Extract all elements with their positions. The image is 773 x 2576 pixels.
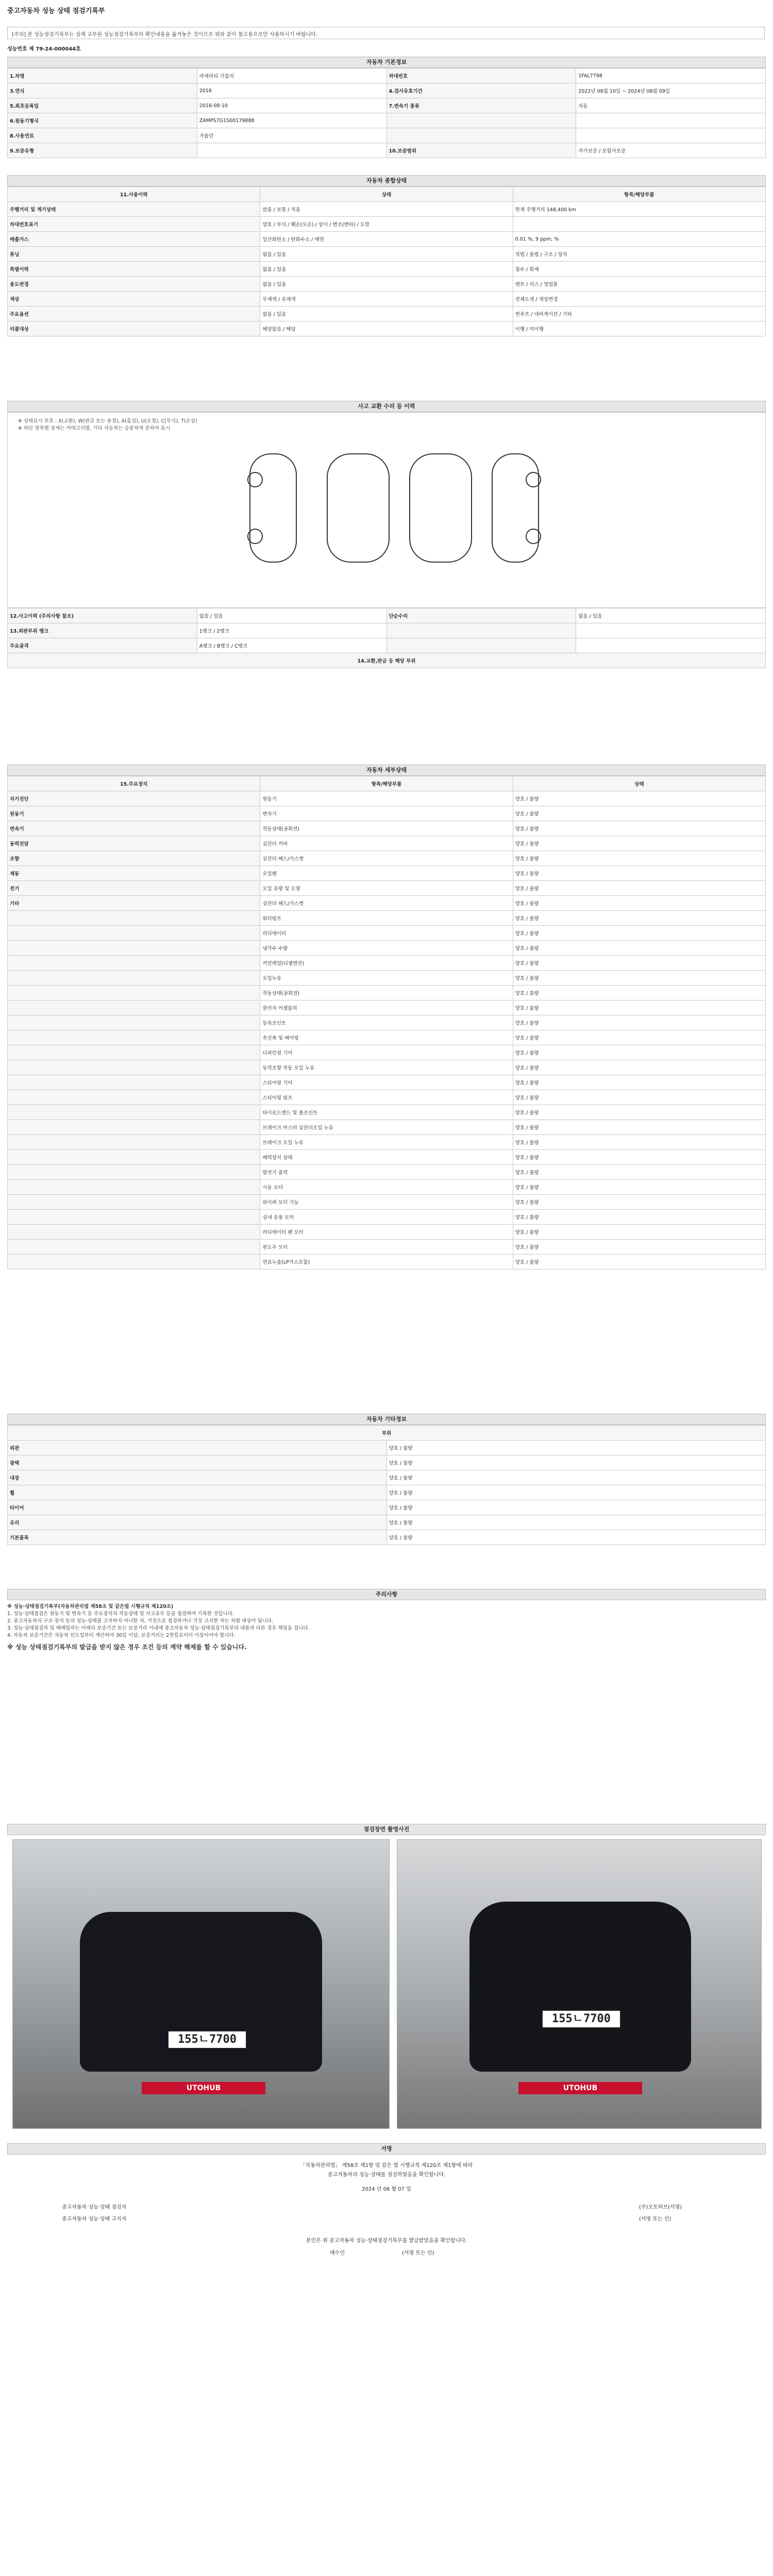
header-cell: 부위 bbox=[8, 1426, 766, 1440]
item-cell: 냉각수 수량 bbox=[260, 941, 513, 956]
group-cell bbox=[8, 1060, 260, 1075]
table-row bbox=[8, 623, 766, 638]
group-cell bbox=[8, 1015, 260, 1030]
table-row bbox=[8, 1500, 766, 1515]
table-row bbox=[8, 1485, 766, 1500]
table-row bbox=[8, 113, 766, 128]
table-row bbox=[8, 1515, 766, 1530]
label-cell: 배출가스 bbox=[8, 232, 260, 247]
label-cell: 6.원동기형식 bbox=[8, 113, 197, 128]
label-cell: 타이어 bbox=[8, 1500, 387, 1515]
value-cell: 없음 / 있음 bbox=[260, 277, 513, 292]
value-cell: ZAMPS7G1S00179888 bbox=[197, 113, 386, 128]
status-cell: 양호 / 불량 bbox=[513, 941, 765, 956]
item-cell: 타이로드엔드 및 볼조인트 bbox=[260, 1105, 513, 1120]
table-row bbox=[8, 911, 766, 926]
table-row bbox=[8, 638, 766, 653]
label-cell: 8.사용연료 bbox=[8, 128, 197, 143]
value-cell: 없음 / 있음 bbox=[576, 608, 766, 623]
group-cell: 동력전달 bbox=[8, 836, 260, 851]
label-cell: 기본품목 bbox=[8, 1530, 387, 1545]
status-cell: 양호 / 불량 bbox=[513, 1225, 765, 1240]
label-cell: 12.사고이력 (주의사항 참조) bbox=[8, 608, 197, 623]
label-cell bbox=[386, 113, 576, 128]
label-cell bbox=[386, 638, 576, 653]
brand-sign-front: UTOHUB bbox=[142, 2082, 265, 2094]
item-cell: 오일 유량 및 오염 bbox=[260, 881, 513, 896]
notice-text bbox=[7, 1603, 766, 1651]
table-row bbox=[8, 307, 766, 321]
table-row bbox=[8, 1455, 766, 1470]
table-row bbox=[8, 896, 766, 911]
group-cell bbox=[8, 1001, 260, 1015]
status-cell: 양호 / 불량 bbox=[513, 956, 765, 971]
car-top-rear bbox=[410, 454, 472, 562]
value-cell bbox=[576, 113, 766, 128]
value-cell: 무채색 / 유채색 bbox=[260, 292, 513, 307]
buyer-sign: (서명 또는 인) bbox=[402, 2250, 434, 2256]
item-cell: 작동상태(공회전) bbox=[260, 821, 513, 836]
table-row bbox=[8, 971, 766, 986]
label-cell: 차대번호표기 bbox=[8, 217, 260, 232]
value-cell: 1랭크 / 2랭크 bbox=[197, 623, 386, 638]
notice-banner: [주의] 본 성능점검기록부는 실제 교부된 성능점검기록부의 확인내용을 옮겨놓은 것이므로 위와 같이 참고용으로만 사용하시기 바랍니다. bbox=[7, 27, 765, 39]
status-cell: 양호 / 불량 bbox=[513, 986, 765, 1001]
table-row bbox=[8, 1470, 766, 1485]
parts-title: 14.교환,판금 등 해당 부위 bbox=[8, 653, 766, 668]
value-cell bbox=[576, 638, 766, 653]
label-cell: 단순수리 bbox=[386, 608, 576, 623]
value-cell: 렌트 / 리스 / 영업용 bbox=[513, 277, 765, 292]
label-cell: 3.연식 bbox=[8, 83, 197, 98]
group-cell bbox=[8, 1030, 260, 1045]
basic-info-table bbox=[7, 68, 766, 158]
detail-table bbox=[7, 776, 766, 1269]
table-row bbox=[8, 69, 766, 83]
group-cell bbox=[8, 1120, 260, 1135]
group-cell bbox=[8, 911, 260, 926]
table-row bbox=[8, 1001, 766, 1015]
label-cell: 5.최초등록일 bbox=[8, 98, 197, 113]
value-cell: 양호 / 불량 bbox=[386, 1455, 766, 1470]
table-row bbox=[8, 866, 766, 881]
group-cell bbox=[8, 926, 260, 941]
group-cell bbox=[8, 1090, 260, 1105]
status-cell: 양호 / 불량 bbox=[513, 1045, 765, 1060]
section-signature: 서명 bbox=[7, 2143, 766, 2155]
value-cell: 2016 bbox=[197, 83, 386, 98]
table-row bbox=[8, 836, 766, 851]
status-cell: 양호 / 불량 bbox=[513, 1165, 765, 1180]
status-cell: 양호 / 불량 bbox=[513, 911, 765, 926]
label-cell bbox=[386, 623, 576, 638]
table-row bbox=[8, 1165, 766, 1180]
item-cell: 실린더 헤드/가스켓 bbox=[260, 896, 513, 911]
section-detail: 자동차 세부상태 bbox=[7, 765, 766, 776]
table-row bbox=[8, 851, 766, 866]
value-cell: 자동 bbox=[576, 98, 766, 113]
group-cell: 자기진단 bbox=[8, 791, 260, 806]
label-cell: 휠 bbox=[8, 1485, 387, 1500]
header-cell: 항목/해당부품 bbox=[260, 776, 513, 791]
label-cell: 주요골격 bbox=[8, 638, 197, 653]
table-row bbox=[8, 292, 766, 307]
table-row bbox=[8, 653, 766, 668]
value-cell: 양호 / 불량 bbox=[386, 1485, 766, 1500]
label-cell: 9.보증유형 bbox=[8, 143, 197, 158]
status-cell: 양호 / 불량 bbox=[513, 1001, 765, 1015]
group-cell bbox=[8, 1255, 260, 1269]
value-cell: 양호 / 불량 bbox=[386, 1530, 766, 1545]
group-cell bbox=[8, 1195, 260, 1210]
item-cell: 발전기 출력 bbox=[260, 1165, 513, 1180]
value-cell: 침수 / 화재 bbox=[513, 262, 765, 277]
value-cell: 2022년 08월 10일 ~ 2024년 08월 09일 bbox=[576, 83, 766, 98]
value-cell: 마세라티 기블리 bbox=[197, 69, 386, 83]
table-row bbox=[8, 776, 766, 791]
group-cell bbox=[8, 1165, 260, 1180]
value-cell: 가솔린 bbox=[197, 128, 386, 143]
status-cell: 양호 / 불량 bbox=[513, 1195, 765, 1210]
value-cell: A랭크 / B랭크 / C랭크 bbox=[197, 638, 386, 653]
label-cell bbox=[386, 128, 576, 143]
table-row bbox=[8, 1015, 766, 1030]
label-cell: 차대번호 bbox=[386, 69, 576, 83]
car-diagram bbox=[8, 423, 765, 608]
status-cell: 양호 / 불량 bbox=[513, 791, 765, 806]
sign-line-1: 「자동차관리법」 제58조 제1항 및 같은 법 시행규칙 제120조 제1항에 따라 bbox=[300, 2163, 473, 2168]
status-cell: 양호 / 불량 bbox=[513, 1120, 765, 1135]
table-row bbox=[8, 202, 766, 217]
value-cell: 양호 / 부식 / 훼손(오손) / 상이 / 변조(변타) / 도말 bbox=[260, 217, 513, 232]
table-row bbox=[8, 1150, 766, 1165]
table-row bbox=[8, 806, 766, 821]
table-row bbox=[8, 1240, 766, 1255]
table-row bbox=[8, 986, 766, 1001]
item-cell: 시동 모터 bbox=[260, 1180, 513, 1195]
value-cell: 양호 / 불량 bbox=[386, 1515, 766, 1530]
table-row bbox=[8, 1105, 766, 1120]
value-cell: 이행 / 미이행 bbox=[513, 321, 765, 336]
item-cell: 커먼레일(디젤엔진) bbox=[260, 956, 513, 971]
notice-line-2: 2. 중고자동차의 구조·장치 등의 성능·상태를 고지하지 아니한 자, 거짓으로 점검하거나 거짓 고지한 자는 처벌 대상이 됩니다. bbox=[7, 1618, 274, 1624]
table-row bbox=[8, 881, 766, 896]
table-row bbox=[8, 277, 766, 292]
item-cell: 배력장치 상태 bbox=[260, 1150, 513, 1165]
group-cell bbox=[8, 956, 260, 971]
status-cell: 양호 / 불량 bbox=[513, 806, 765, 821]
group-cell bbox=[8, 1135, 260, 1150]
car-side-left bbox=[250, 454, 296, 562]
section-other-info: 자동차 기타정보 bbox=[7, 1414, 766, 1425]
label-cell: 1.차명 bbox=[8, 69, 197, 83]
item-cell: 스티어링 펌프 bbox=[260, 1090, 513, 1105]
header-cell: 15.주요장치 bbox=[8, 776, 260, 791]
table-row bbox=[8, 1090, 766, 1105]
label-cell: 10.보증범위 bbox=[386, 143, 576, 158]
label-cell: 색상 bbox=[8, 292, 260, 307]
table-row bbox=[8, 926, 766, 941]
item-cell: 워터펌프 bbox=[260, 911, 513, 926]
legend-line-1: ※ 상태표시 부호 : X(교환), W(판금 또는 용접), A(흠집), U(요철), C(부식), T(손상) bbox=[18, 418, 197, 424]
signature-block bbox=[0, 2161, 773, 2194]
value-cell: 양호 / 불량 bbox=[386, 1440, 766, 1455]
license-plate-rear: 155ㄴ7700 bbox=[542, 2010, 621, 2028]
buyer-label: 매수인 bbox=[330, 2250, 345, 2256]
item-cell: 작동상태(공회전) bbox=[260, 986, 513, 1001]
table-row bbox=[8, 232, 766, 247]
notice-line-1: 1. 성능·상태점검은 원동기 및 변속기 등 주요장치의 작동상태 및 사고유무 등을 점검하여 기록한 것입니다. bbox=[7, 1611, 234, 1617]
value-cell bbox=[576, 128, 766, 143]
table-row bbox=[8, 247, 766, 262]
item-cell: 실내 송풍 모터 bbox=[260, 1210, 513, 1225]
table-row bbox=[8, 1195, 766, 1210]
status-cell: 양호 / 불량 bbox=[513, 1150, 765, 1165]
item-cell: 윈도우 모터 bbox=[260, 1240, 513, 1255]
status-cell: 양호 / 불량 bbox=[513, 1090, 765, 1105]
value-cell: 일산화탄소 / 탄화수소 / 매연 bbox=[260, 232, 513, 247]
table-row bbox=[8, 1426, 766, 1440]
label-cell: 광택 bbox=[8, 1455, 387, 1470]
section-photos: 점검장면 촬영사진 bbox=[7, 1824, 766, 1835]
group-cell bbox=[8, 1210, 260, 1225]
group-cell: 기타 bbox=[8, 896, 260, 911]
label-cell: 4.검사유효기간 bbox=[386, 83, 576, 98]
table-row bbox=[8, 608, 766, 623]
group-cell: 조향 bbox=[8, 851, 260, 866]
item-cell: 오일누유 bbox=[260, 971, 513, 986]
label-cell: 튜닝 bbox=[8, 247, 260, 262]
dealer-label: 중고자동차 성능·상태 고지자 bbox=[62, 2216, 127, 2222]
notice-title: ※ 성능·상태점검기록부(자동차관리법 제58조 및 같은법 시행규칙 제120조) bbox=[7, 1604, 174, 1609]
section-notice: 주의사항 bbox=[7, 1589, 766, 1600]
group-cell bbox=[8, 1180, 260, 1195]
item-cell: 실린더 커버 bbox=[260, 836, 513, 851]
table-row bbox=[8, 1440, 766, 1455]
header-cell: 항목/해당부품 bbox=[513, 187, 765, 202]
table-row bbox=[8, 1045, 766, 1060]
status-cell: 양호 / 불량 bbox=[513, 926, 765, 941]
status-cell: 양호 / 불량 bbox=[513, 1015, 765, 1030]
table-row bbox=[8, 83, 766, 98]
item-cell: 클러치 어셈블리 bbox=[260, 1001, 513, 1015]
value-cell: 자가보증 / 보험사보증 bbox=[576, 143, 766, 158]
value-cell: 현재 주행거리 148,400 km bbox=[513, 202, 765, 217]
item-cell: 실린더 헤드/가스켓 bbox=[260, 851, 513, 866]
status-cell: 양호 / 불량 bbox=[513, 1105, 765, 1120]
label-cell: 내장 bbox=[8, 1470, 387, 1485]
photo-rear bbox=[397, 1839, 762, 2129]
status-cell: 양호 / 불량 bbox=[513, 1060, 765, 1075]
table-row bbox=[8, 128, 766, 143]
item-cell: 라디에이터 팬 모터 bbox=[260, 1225, 513, 1240]
other-info-table bbox=[7, 1425, 766, 1545]
label-cell: 13.외판부위 랭크 bbox=[8, 623, 197, 638]
item-cell: 스티어링 기어 bbox=[260, 1075, 513, 1090]
dealer-name: (서명 또는 인) bbox=[639, 2216, 671, 2222]
table-row bbox=[8, 98, 766, 113]
group-cell bbox=[8, 1105, 260, 1120]
status-cell: 양호 / 불량 bbox=[513, 851, 765, 866]
value-cell bbox=[513, 217, 765, 232]
label-cell: 주행거리 및 계기상태 bbox=[8, 202, 260, 217]
group-cell bbox=[8, 986, 260, 1001]
item-cell: 오일팬 bbox=[260, 866, 513, 881]
table-row bbox=[8, 187, 766, 202]
group-cell bbox=[8, 1240, 260, 1255]
table-row bbox=[8, 1075, 766, 1090]
value-cell: 없음 / 있음 bbox=[260, 247, 513, 262]
table-row bbox=[8, 1210, 766, 1225]
value-cell: 없음 / 있음 bbox=[260, 307, 513, 321]
table-row bbox=[8, 1255, 766, 1269]
inspector-name: (주)오토허브(서명) bbox=[639, 2205, 682, 2210]
table-row bbox=[8, 1180, 766, 1195]
table-row bbox=[8, 956, 766, 971]
value-cell: 1FAL7798 bbox=[576, 69, 766, 83]
car-top-front bbox=[327, 454, 389, 562]
status-cell: 양호 / 불량 bbox=[513, 896, 765, 911]
item-cell: 등속조인트 bbox=[260, 1015, 513, 1030]
section-summary: 자동차 종합상태 bbox=[7, 175, 766, 187]
table-row bbox=[8, 1225, 766, 1240]
status-cell: 양호 / 불량 bbox=[513, 1255, 765, 1269]
group-cell: 원동기 bbox=[8, 806, 260, 821]
status-cell: 양호 / 불량 bbox=[513, 1030, 765, 1045]
document-title: 중고자동차 성능 상태 점검기록부 bbox=[7, 7, 105, 15]
table-row bbox=[8, 1030, 766, 1045]
value-cell: 양호 / 불량 bbox=[386, 1500, 766, 1515]
value-cell: 0.01 %, 9 ppm, % bbox=[513, 232, 765, 247]
group-cell bbox=[8, 1225, 260, 1240]
status-cell: 양호 / 불량 bbox=[513, 1180, 765, 1195]
item-cell: 라디에이터 bbox=[260, 926, 513, 941]
group-cell: 전기 bbox=[8, 881, 260, 896]
value-cell: 해당없음 / 해당 bbox=[260, 321, 513, 336]
table-row bbox=[8, 1530, 766, 1545]
sign-line-2: 중고자동차의 성능·상태를 점검하였음을 확인합니다. bbox=[327, 2172, 446, 2178]
car-side-right bbox=[492, 454, 539, 562]
item-cell: 디퍼런셜 기어 bbox=[260, 1045, 513, 1060]
value-cell: 많음 / 보통 / 적음 bbox=[260, 202, 513, 217]
item-cell: 추진축 및 베어링 bbox=[260, 1030, 513, 1045]
photo-front bbox=[12, 1839, 390, 2129]
status-cell: 양호 / 불량 bbox=[513, 1075, 765, 1090]
table-row bbox=[8, 321, 766, 336]
section-accident-history: 사고 교환 수리 등 이력 bbox=[7, 401, 766, 412]
value-cell: 썬루프 / 네비게이션 / 기타 bbox=[513, 307, 765, 321]
item-cell: 변속기 bbox=[260, 806, 513, 821]
notice-line-3: 3. 성능·상태점검자 및 매매업자는 아래의 보증기간 또는 보증거리 이내에 중고자동차 성능·상태점검기록부의 내용과 다른 경우 책임을 집니다. bbox=[7, 1625, 310, 1631]
value-cell bbox=[197, 143, 386, 158]
label-cell: 유리 bbox=[8, 1515, 387, 1530]
group-cell: 변속기 bbox=[8, 821, 260, 836]
table-row bbox=[8, 791, 766, 806]
header-cell: 상태 bbox=[260, 187, 513, 202]
sign-date: 2024 년 06 월 07 일 bbox=[362, 2187, 411, 2192]
value-cell: 적법 / 불법 / 구조 / 장치 bbox=[513, 247, 765, 262]
group-cell bbox=[8, 1045, 260, 1060]
item-cell: 연료누출(LP가스포함) bbox=[260, 1255, 513, 1269]
value-cell: 양호 / 불량 bbox=[386, 1470, 766, 1485]
group-cell bbox=[8, 971, 260, 986]
license-plate-front: 155ㄴ7700 bbox=[167, 2030, 247, 2049]
status-cell: 양호 / 불량 bbox=[513, 1240, 765, 1255]
group-cell: 제동 bbox=[8, 866, 260, 881]
group-cell bbox=[8, 941, 260, 956]
status-cell: 양호 / 불량 bbox=[513, 1135, 765, 1150]
section-basic-info: 자동차 기본정보 bbox=[7, 57, 766, 68]
item-cell: 브레이크 마스터 실린더오일 누유 bbox=[260, 1120, 513, 1135]
value-cell: 전체도색 / 색상변경 bbox=[513, 292, 765, 307]
status-cell: 양호 / 불량 bbox=[513, 1210, 765, 1225]
item-cell: 와이퍼 모터 기능 bbox=[260, 1195, 513, 1210]
header-cell: 상태 bbox=[513, 776, 765, 791]
value-cell: 2016-08-10 bbox=[197, 98, 386, 113]
legend-line-2: ※ 하단 항목별 상세는 카테고리별, 기타 자동차는 승용차에 준하여 표시 bbox=[18, 426, 171, 431]
value-cell: 없음 / 있음 bbox=[260, 262, 513, 277]
table-row bbox=[8, 217, 766, 232]
certificate-number: 성능번호 제 79-24-000044호 bbox=[7, 46, 81, 52]
status-cell: 양호 / 불량 bbox=[513, 971, 765, 986]
label-cell: 주요옵션 bbox=[8, 307, 260, 321]
notice-line-4: 4. 자동차 보증기간은 자동차 인도일부터 계산하여 30일 이상, 보증거리는 2천킬로미터 이상이어야 합니다. bbox=[7, 1633, 236, 1638]
status-cell: 양호 / 불량 bbox=[513, 866, 765, 881]
table-row bbox=[8, 1120, 766, 1135]
group-cell bbox=[8, 1075, 260, 1090]
group-cell bbox=[8, 1150, 260, 1165]
label-cell: 외관 bbox=[8, 1440, 387, 1455]
item-cell: 동력조향 작동 오일 누유 bbox=[260, 1060, 513, 1075]
table-row bbox=[8, 821, 766, 836]
table-row bbox=[8, 1135, 766, 1150]
label-cell: 7.변속기 종류 bbox=[386, 98, 576, 113]
label-cell: 리콜대상 bbox=[8, 321, 260, 336]
car-body-rear bbox=[469, 1902, 691, 2072]
status-cell: 양호 / 불량 bbox=[513, 881, 765, 896]
item-cell: 원동기 bbox=[260, 791, 513, 806]
summary-table bbox=[7, 187, 766, 336]
accident-table bbox=[7, 608, 766, 668]
status-cell: 양호 / 불량 bbox=[513, 821, 765, 836]
brand-sign-rear: UTOHUB bbox=[518, 2082, 642, 2094]
item-cell: 브레이크 오일 누유 bbox=[260, 1135, 513, 1150]
car-diagram-panel bbox=[7, 412, 766, 608]
receipt-text: 본인은 위 중고자동차 성능·상태점검기록부를 발급받았음을 확인합니다. bbox=[306, 2238, 467, 2244]
label-cell: 용도변경 bbox=[8, 277, 260, 292]
table-row bbox=[8, 143, 766, 158]
value-cell bbox=[576, 623, 766, 638]
value-cell: 없음 / 있음 bbox=[197, 608, 386, 623]
table-row bbox=[8, 262, 766, 277]
table-row bbox=[8, 941, 766, 956]
header-cell: 11.사용이력 bbox=[8, 187, 260, 202]
table-row bbox=[8, 1060, 766, 1075]
notice-footer: ※ 성능 상태점검기록부의 발급을 받지 않은 경우 조건 등의 계약 해제를 할 수 있습니다. bbox=[7, 1643, 247, 1651]
label-cell: 특별이력 bbox=[8, 262, 260, 277]
status-cell: 양호 / 불량 bbox=[513, 836, 765, 851]
inspector-label: 중고자동차 성능·상태 점검자 bbox=[62, 2205, 127, 2210]
